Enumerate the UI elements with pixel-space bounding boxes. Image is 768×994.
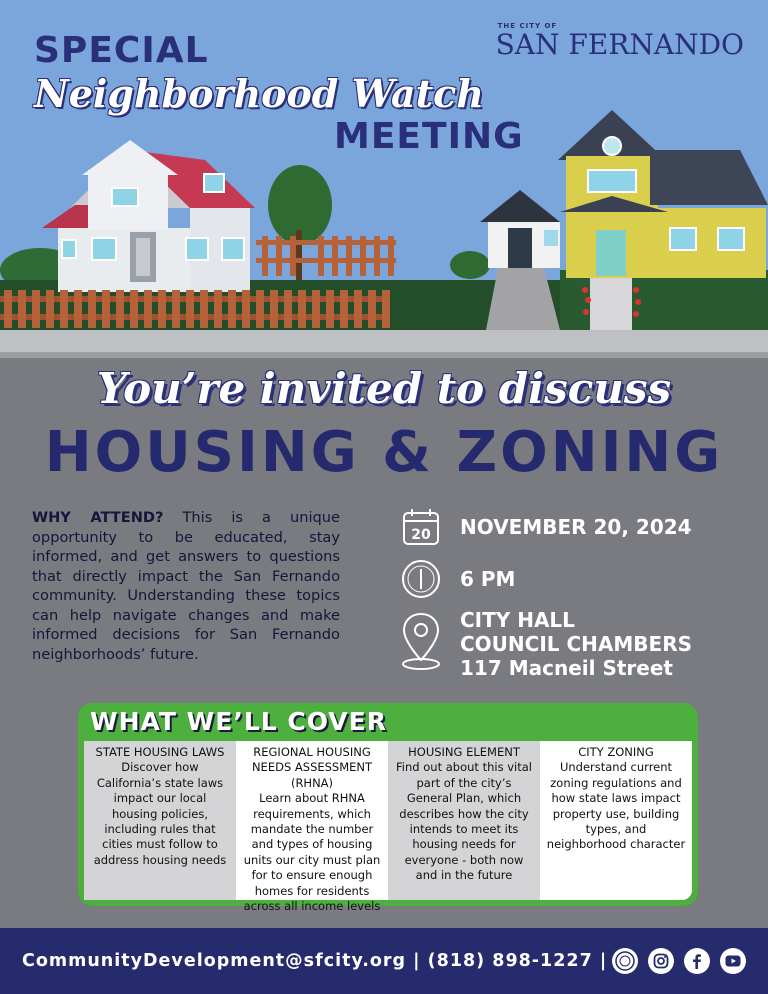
- meeting-title: [34, 30, 524, 158]
- social-links: [612, 948, 746, 974]
- facebook-icon[interactable]: [684, 948, 710, 974]
- footer-contact[interactable]: CommunityDevelopment@sfcity.org | (818) 898-1227 |: [22, 951, 608, 971]
- venue-line1: CITY HALL: [460, 608, 575, 632]
- title-neighborhood-watch: Neighborhood Watch: [34, 71, 484, 116]
- cover-column-city-zoning: [540, 741, 692, 900]
- city-logo: [496, 22, 744, 60]
- clock-icon: [400, 558, 442, 600]
- event-date-text: NOVEMBER 20, 2024: [460, 515, 692, 539]
- footer-bar: [0, 928, 768, 994]
- title-meeting: MEETING: [334, 116, 524, 157]
- city-seal-icon: [612, 948, 638, 974]
- invite-line: You’re invited to discuss: [96, 364, 672, 413]
- event-venue: [400, 608, 692, 680]
- column-body: Discover how California’s state laws impact our local housing policies, including rules that cities must follow to address housing needs: [93, 760, 227, 867]
- event-time: [400, 558, 515, 600]
- cover-column-housing-element: [388, 741, 540, 900]
- cover-columns: [84, 741, 692, 914]
- column-body: Find out about this vital part of the city’s General Plan, which describes how the city intends to meet its housing needs for everyone - both now and in the future: [396, 760, 532, 883]
- calendar-day: 20: [411, 527, 431, 543]
- cover-title: WHAT WE’LL COVER: [90, 707, 387, 736]
- instagram-icon[interactable]: [648, 948, 674, 974]
- column-heading: HOUSING ELEMENT: [408, 745, 520, 759]
- why-attend-lead: WHY ATTEND?: [32, 509, 164, 526]
- event-date: [400, 506, 692, 548]
- column-heading: STATE HOUSING LAWS: [95, 745, 225, 759]
- column-body: Learn about RHNA requirements, which mandate the number and types of housing units our city must plan for to ensure enough homes for residents across all income levels: [243, 791, 381, 914]
- city-logo-prefix: THE CITY OF: [497, 22, 558, 30]
- why-attend-paragraph: [32, 508, 340, 664]
- location-pin-icon: [400, 608, 442, 674]
- city-logo-name: SAN FERNANDO: [495, 28, 744, 61]
- column-heading: REGIONAL HOUSING NEEDS ASSESSMENT (RHNA): [251, 745, 373, 790]
- topic-heading: HOUSING & ZONING: [44, 420, 724, 485]
- hero-illustration: [0, 0, 768, 330]
- youtube-icon[interactable]: [720, 948, 746, 974]
- venue-address: 117 Macneil Street: [460, 656, 673, 680]
- column-body: Understand current zoning regulations and how state laws impact property use, building types, and neighborhood character: [546, 760, 686, 852]
- cover-column-rhna: [236, 741, 388, 914]
- column-heading: CITY ZONING: [578, 745, 654, 759]
- title-special: SPECIAL: [34, 30, 209, 71]
- event-time-text: 6 PM: [460, 567, 516, 591]
- why-attend-body: This is a unique opportunity to be educated, stay informed, and get answers to questions that directly impact the San Fernando community. Understanding these topics can help navigate changes and make informed decisions for San Fernando neighborhoods’ future.: [32, 509, 340, 663]
- cover-column-state-housing-laws: [84, 741, 236, 900]
- venue-line2: COUNCIL CHAMBERS: [460, 632, 692, 656]
- event-venue-text: [460, 608, 692, 680]
- what-well-cover-box: [78, 703, 698, 914]
- calendar-icon: [400, 506, 442, 548]
- curb: [0, 352, 768, 358]
